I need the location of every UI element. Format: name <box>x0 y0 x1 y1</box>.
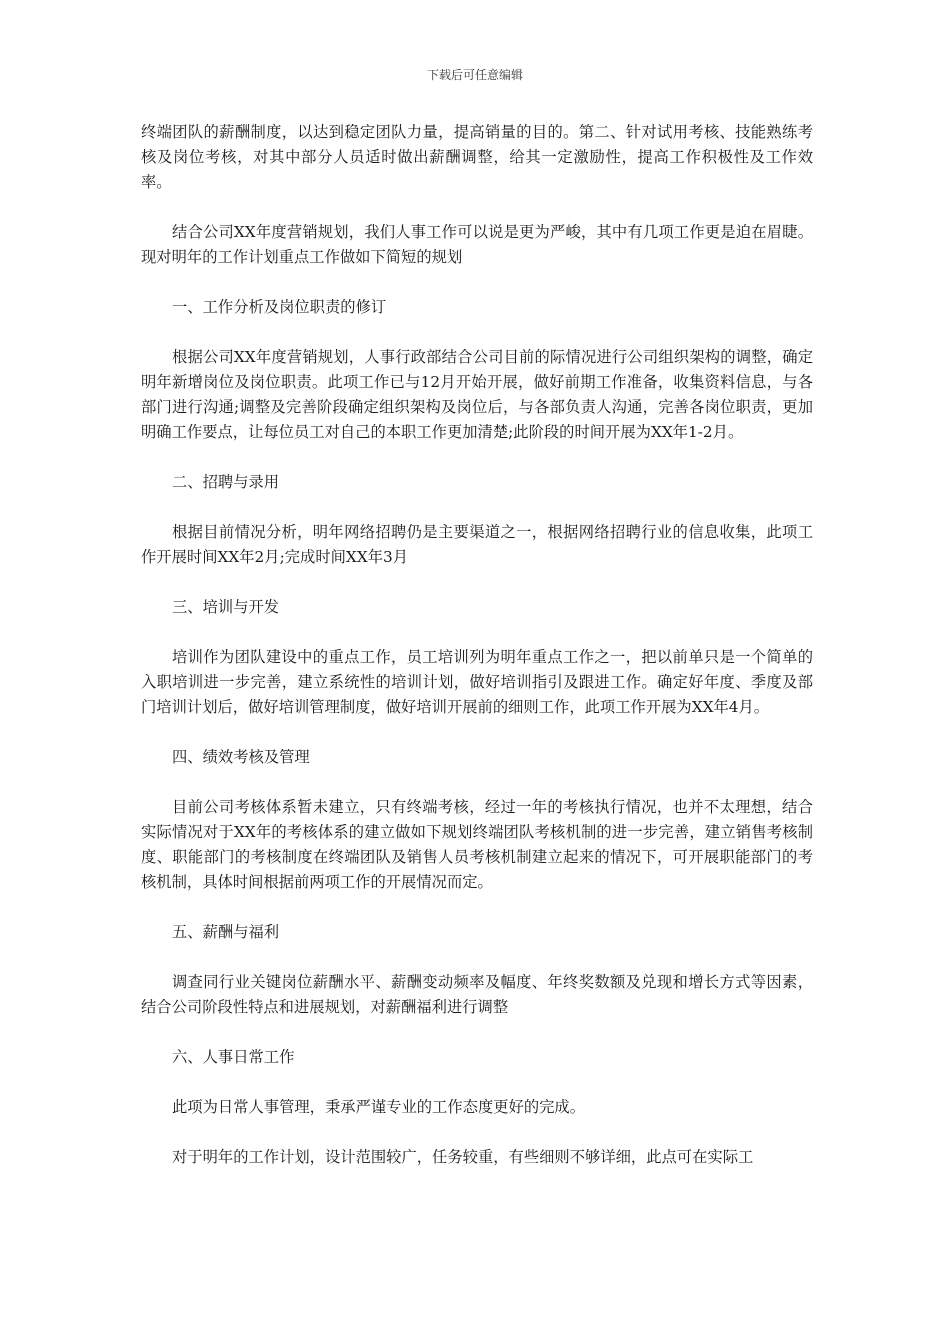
section-heading-3: 三、培训与开发 <box>172 598 280 616</box>
paragraph-section-2: 根据目前情况分析，明年网络招聘仍是主要渠道之一，根据网络招聘行业的信息收集，此项工作开展时间XX年2月;完成时间XX年3月 <box>141 523 813 566</box>
section-heading-6: 六、人事日常工作 <box>172 1048 295 1066</box>
document-body <box>141 120 813 1195</box>
paragraph-section-4: 目前公司考核体系暂未建立，只有终端考核，经过一年的考核执行情况，也并不太理想，结合实际情况对于XX年的考核体系的建立做如下规划终端团队考核机制的进一步完善，建立销售考核制度、职能部门的考核制度在终端团队及销售人员考核机制建立起来的情况下，可开展职能部门的考核机制，具体时间根据前两项工作的开展情况而定。 <box>141 798 813 891</box>
paragraph-intro: 结合公司XX年度营销规划，我们人事工作可以说是更为严峻，其中有几项工作更是迫在眉睫。现对明年的工作计划重点工作做如下简短的规划 <box>141 223 813 266</box>
paragraph-section-5: 调查同行业关键岗位薪酬水平、薪酬变动频率及幅度、年终奖数额及兑现和增长方式等因素，结合公司阶段性特点和进展规划，对薪酬福利进行调整 <box>141 973 813 1016</box>
paragraph-closing: 对于明年的工作计划，设计范围较广，任务较重，有些细则不够详细，此点可在实际工 <box>172 1148 754 1166</box>
paragraph-section-6: 此项为日常人事管理，秉承严谨专业的工作态度更好的完成。 <box>172 1098 586 1116</box>
section-heading-2: 二、招聘与录用 <box>172 473 280 491</box>
paragraph-section-1: 根据公司XX年度营销规划，人事行政部结合公司目前的际情况进行公司组织架构的调整，确定明年新增岗位及岗位职责。此项工作已与12月开始开展，做好前期工作准备，收集资料信息，与各部门进行沟通;调整及完善阶段确定组织架构及岗位后，与各部负责人沟通，完善各岗位职责，更加明确工作要点，让每位员工对自己的本职工作更加清楚;此阶段的时间开展为XX年1-2月。 <box>141 348 813 441</box>
paragraph-section-3: 培训作为团队建设中的重点工作，员工培训列为明年重点工作之一，把以前单只是一个简单的入职培训进一步完善，建立系统性的培训计划，做好培训指引及跟进工作。确定好年度、季度及部门培训计划后，做好培训管理制度，做好培训开展前的细则工作，此项工作开展为XX年4月。 <box>141 648 813 716</box>
page-header-note: 下载后可任意编辑 <box>426 68 523 82</box>
section-heading-4: 四、绩效考核及管理 <box>172 748 310 766</box>
paragraph-continuation: 终端团队的薪酬制度，以达到稳定团队力量，提高销量的目的。第二、针对试用考核、技能熟练考核及岗位考核，对其中部分人员适时做出薪酬调整，给其一定激励性，提高工作积极性及工作效率。 <box>141 123 813 191</box>
section-heading-5: 五、薪酬与福利 <box>172 923 280 941</box>
section-heading-1: 一、工作分析及岗位职责的修订 <box>172 298 387 316</box>
